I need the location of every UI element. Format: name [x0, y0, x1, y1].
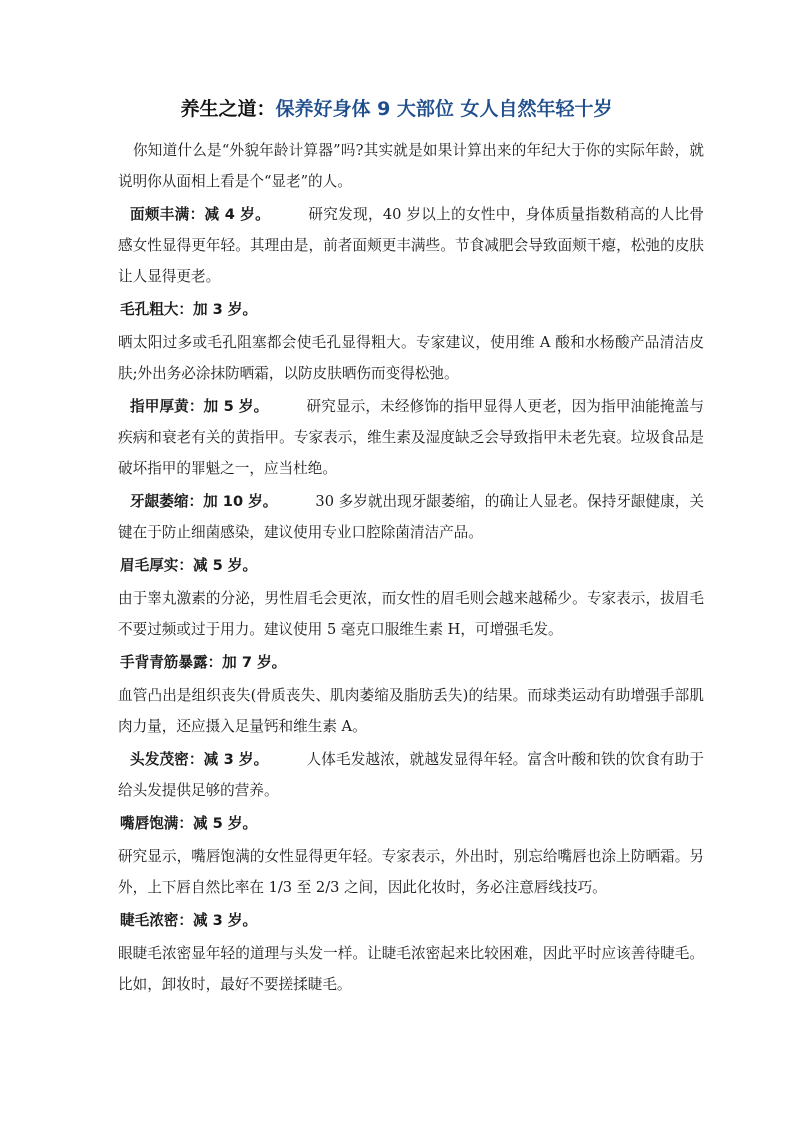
section-hands-body: 血管凸出是组织丧失(骨质丧失、肌肉萎缩及脂肪丢失)的结果。而球类运动有助增强手部肌肉力量，还应摄入足量钙和维生素 A。 [118, 687, 704, 735]
section-heading: 头发茂密：减 3 岁。 [130, 751, 269, 768]
section-body: 研究显示，未经修饰的指甲显得人更老，因为指甲油能掩盖与疾病和衰老有关的黄指甲。专家表示，维生素及湿度缺乏会导致指甲未老先衰。垃圾食品是破坏指甲的罪魁之一，应当杜绝。 [118, 398, 704, 477]
section-pores-body: 晒太阳过多或毛孔阻塞都会使毛孔显得粗大。专家建议，使用维 A 酸和水杨酸产品清洁皮肤;外出务必涂抹防晒霜，以防皮肤晒伤而变得松弛。 [118, 334, 704, 382]
section-body: 研究发现，40 岁以上的女性中，身体质量指数稍高的人比骨感女性显得更年轻。其理由是，前者面颊更丰满些。节食减肥会导致面颊干瘪，松弛的皮肤让人显得更老。 [118, 206, 704, 285]
section-heading: 睫毛浓密：减 3 岁。 [120, 912, 258, 929]
section-heading: 面颊丰满：减 4 岁。 [130, 206, 271, 223]
section-nails [118, 391, 704, 484]
section-heading: 牙龈萎缩：加 10 岁。 [130, 493, 278, 510]
section-pores-heading [118, 294, 704, 325]
intro-paragraph: 你知道什么是“外貌年龄计算器”吗?其实就是如果计算出来的年纪大于你的实际年龄，就说明你从面相上看是个“显老”的人。 [118, 142, 704, 190]
section-heading: 手背青筋暴露：加 7 岁。 [120, 654, 287, 671]
section-hands-heading [118, 647, 704, 678]
section-lips-body: 研究显示，嘴唇饱满的女性显得更年轻。专家表示，外出时，别忘给嘴唇也涂上防晒霜。另外，上下唇自然比率在 1/3 至 2/3 之间，因此化妆时，务必注意唇线技巧。 [118, 848, 704, 896]
section-cheeks [118, 199, 704, 292]
section-lashes-body: 眼睫毛浓密显年轻的道理与头发一样。让睫毛浓密起来比较困难，因此平时应该善待睫毛。比如，卸妆时，最好不要搓揉睫毛。 [118, 945, 704, 993]
section-heading: 指甲厚黄：加 5 岁。 [130, 398, 269, 415]
section-hair [118, 744, 704, 806]
section-lashes-heading [118, 905, 704, 936]
section-heading: 毛孔粗大：加 3 岁。 [120, 301, 258, 318]
section-eyebrows-body: 由于睾丸激素的分泌，男性眉毛会更浓，而女性的眉毛则会越来越稀少。专家表示，拔眉毛不要过频或过于用力。建议使用 5 毫克口服维生素 H，可增强毛发。 [118, 590, 704, 638]
section-lips-heading [118, 808, 704, 839]
section-heading: 嘴唇饱满：减 5 岁。 [120, 815, 258, 832]
page-title [0, 96, 793, 122]
title-prefix: 养生之道： [180, 98, 276, 120]
section-heading: 眉毛厚实：减 5 岁。 [120, 557, 258, 574]
article-body [118, 135, 704, 1002]
section-gums [118, 486, 704, 548]
section-body: 人体毛发越浓，就越发显得年轻。富含叶酸和铁的饮食有助于给头发提供足够的营养。 [118, 751, 704, 799]
title-main: 保养好身体 9 大部位 女人自然年轻十岁 [275, 98, 613, 120]
section-body: 30 多岁就出现牙龈萎缩，的确让人显老。保持牙龈健康，关键在于防止细菌感染，建议使用专业口腔除菌清洁产品。 [118, 493, 704, 541]
section-eyebrows-heading [118, 550, 704, 581]
